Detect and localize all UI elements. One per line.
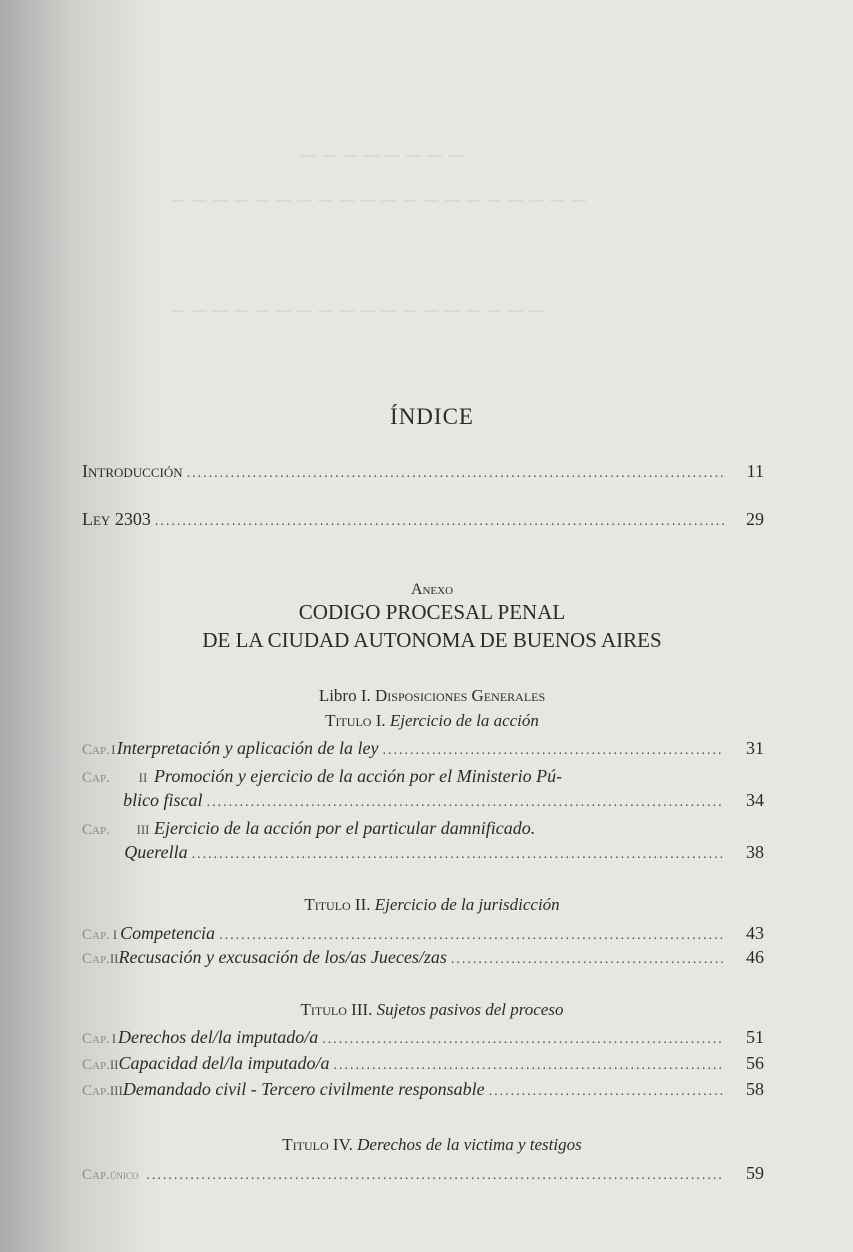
cap-label: Cap. — [82, 1057, 110, 1073]
cap-label: Cap. — [82, 742, 110, 758]
leader-dots — [322, 1028, 724, 1052]
titulo-name: Derechos de la victima y testigos — [357, 1135, 582, 1154]
page-number: 59 — [746, 1163, 764, 1183]
titulo-label: Titulo IV. — [282, 1135, 353, 1154]
leader-dots — [334, 1054, 725, 1078]
page-number: 31 — [746, 738, 764, 758]
chapter-title: Capacidad del/la imputado/a — [118, 1053, 330, 1073]
libro-name: Disposiciones Generales — [375, 686, 546, 705]
leader-dots — [155, 510, 724, 534]
cap-label: Cap. — [82, 1083, 110, 1099]
chapter-number: II — [109, 1057, 119, 1072]
libro-heading — [112, 686, 752, 706]
page-number: 34 — [746, 790, 764, 810]
chapter-number: II — [138, 770, 148, 785]
chapter-number: I — [111, 1031, 117, 1046]
leader-dots — [207, 791, 724, 815]
toc-entry-chapter[interactable] — [82, 816, 764, 842]
chapter-title: Promoción y ejercicio de la acción por el Ministerio Pú- — [154, 766, 563, 786]
toc-entry-chapter[interactable] — [82, 736, 764, 763]
chapter-number: I — [112, 927, 118, 942]
titulo-label: Titulo III. — [300, 1000, 373, 1019]
cap-label: Cap. — [82, 770, 110, 786]
page-number: 43 — [746, 923, 764, 943]
code-title-line1: CODIGO PROCESAL PENAL — [298, 600, 566, 624]
chapter-title: Derechos del/la imputado/a — [117, 1027, 319, 1047]
chapter-title: Interpretación y aplicación de la ley — [116, 738, 379, 758]
annex-label: Anexo — [410, 581, 454, 598]
chapter-number: III — [109, 1083, 123, 1098]
leader-dots — [451, 948, 724, 972]
toc-entry-chapter-cont[interactable] — [82, 788, 764, 815]
leader-dots — [192, 843, 724, 867]
toc-entry-chapter[interactable] — [82, 945, 764, 972]
page-number: 29 — [746, 509, 764, 529]
page-number: 11 — [746, 461, 764, 481]
leader-dots — [187, 462, 724, 486]
toc-entry-chapter[interactable] — [82, 1025, 764, 1052]
titulo-heading — [112, 1000, 752, 1020]
page-number: 46 — [746, 947, 764, 967]
titulo-label: Titulo II. — [304, 895, 371, 914]
cap-label: Cap. — [82, 1167, 110, 1183]
chapter-title: Demandado civil - Tercero civilmente responsable — [122, 1079, 485, 1099]
bleed-through-text: — — — — — — — — — — — — — — — — — — — — — [170, 190, 587, 209]
titulo-name: Sujetos pasivos del proceso — [376, 1000, 564, 1019]
entry-label-text: Ley 2303 — [82, 509, 151, 529]
entry-label — [82, 507, 151, 531]
titulo-heading — [112, 895, 752, 915]
toc-entry-chapter[interactable] — [82, 1077, 764, 1104]
leader-dots — [383, 739, 724, 763]
chapter-title-cont: blico fiscal — [123, 790, 203, 810]
chapter-title-cont: Querella — [124, 842, 188, 862]
leader-dots — [146, 1164, 724, 1188]
cap-label: Cap. — [82, 822, 110, 838]
toc-entry-introduccion[interactable] — [82, 459, 764, 486]
chapter-title: Ejercicio de la acción por el particular damnificado. — [154, 818, 536, 838]
toc-entry-chapter[interactable] — [82, 1161, 764, 1188]
titulo-name: Ejercicio de la acción — [389, 711, 539, 730]
chapter-number: I — [111, 742, 116, 757]
page-title: ÍNDICE — [390, 404, 474, 429]
page-number: 38 — [746, 842, 764, 862]
cap-label: Cap. — [82, 951, 110, 967]
entry-label: Introducción — [82, 461, 183, 481]
titulo-label: Titulo I. — [325, 711, 386, 730]
toc-entry-chapter-cont[interactable] — [82, 840, 764, 867]
toc-entry-chapter[interactable] — [82, 764, 764, 790]
chapter-title: Competencia — [120, 923, 216, 943]
toc-entry-ley[interactable] — [82, 507, 764, 534]
leader-dots — [489, 1080, 724, 1104]
chapter-number: III — [136, 822, 150, 837]
chapter-title: Recusación y excusación de los/as Jueces/zas — [118, 947, 447, 967]
titulo-name: Ejercicio de la jurisdicción — [374, 895, 560, 914]
chapter-number: II — [109, 951, 119, 966]
toc-entry-chapter[interactable] — [82, 1051, 764, 1078]
cap-label: Cap. — [82, 1031, 110, 1047]
cap-label: Cap. — [82, 927, 110, 943]
libro-label: Libro I. — [318, 686, 371, 705]
page-number: 58 — [746, 1079, 764, 1099]
bleed-through-text: — — — — — — — — — — — — — — — — — — — [170, 300, 545, 319]
code-title-line2: DE LA CIUDAD AUTONOMA DE BUENOS AIRES — [202, 628, 662, 652]
chapter-number: único — [109, 1167, 139, 1182]
page-number: 51 — [746, 1027, 764, 1047]
titulo-heading — [112, 711, 752, 731]
titulo-heading — [112, 1135, 752, 1155]
bleed-through-text: — — — — — — — — — [300, 145, 464, 164]
toc-entry-chapter[interactable] — [82, 921, 764, 948]
page-number: 56 — [746, 1053, 764, 1073]
